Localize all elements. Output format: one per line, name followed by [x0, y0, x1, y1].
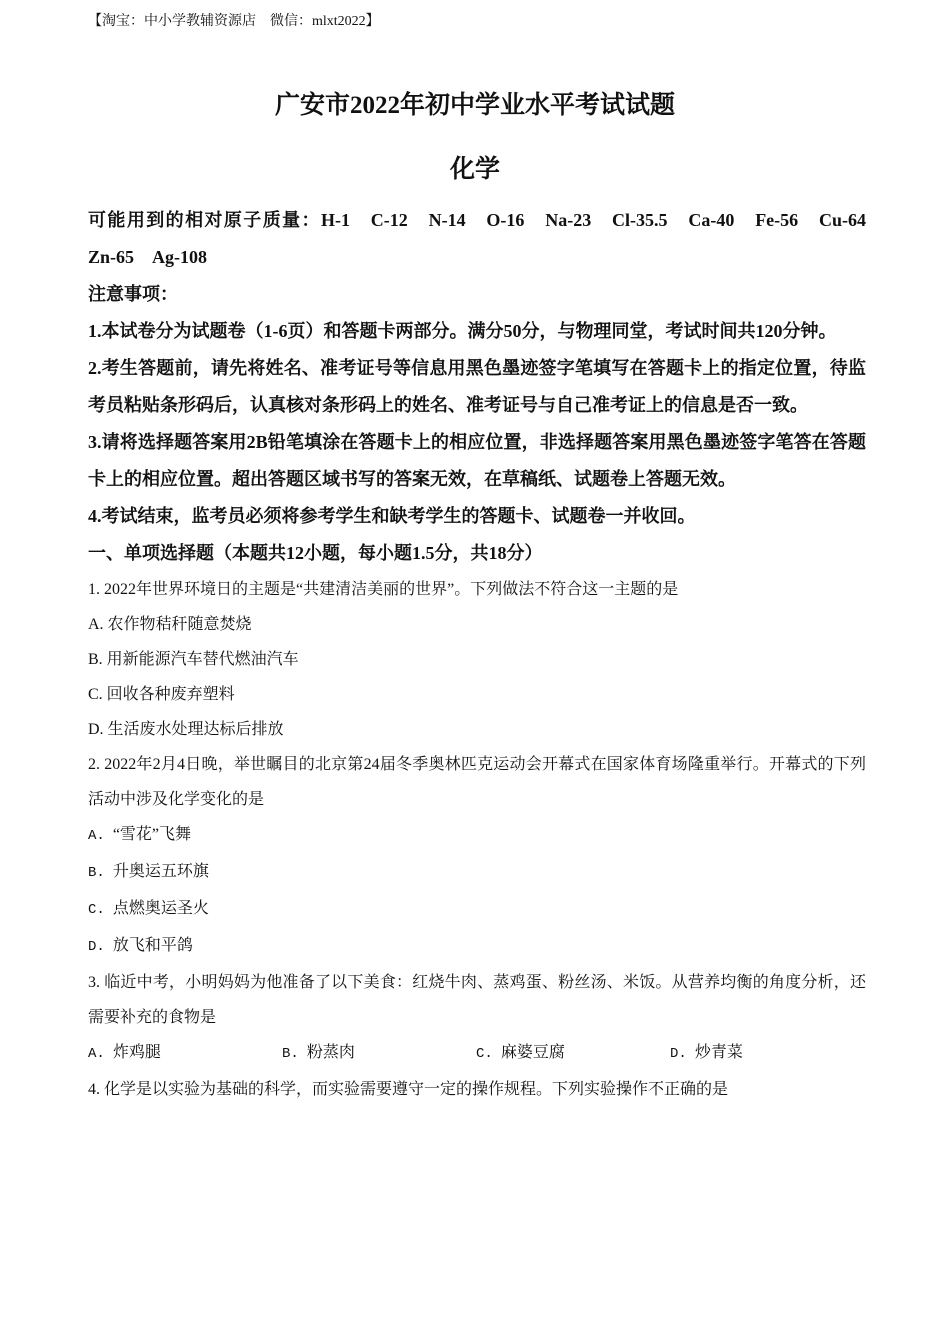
- option-text: 粉蒸肉: [306, 1044, 355, 1061]
- option-letter: B.: [282, 1046, 299, 1062]
- question-1-option-c: C. 回收各种废弃塑料: [88, 686, 235, 703]
- option-text: 炒青菜: [694, 1044, 743, 1061]
- question-3-option-b: [282, 1035, 476, 1072]
- question-1-stem: 1. 2022年世界环境日的主题是“共建清洁美丽的世界”。下列做法不符合这一主题的是: [88, 581, 679, 598]
- header-note: 【淘宝：中小学教辅资源店 微信：mlxt2022】: [88, 14, 380, 29]
- option-text: 放飞和平鸽: [112, 937, 193, 954]
- question-2-option-a: [88, 817, 866, 854]
- question-4-stem: 4. 化学是以实验为基础的科学，而实验需要遵守一定的操作规程。下列实验操作不正确的是: [88, 1081, 729, 1098]
- option-text: 麻婆豆腐: [500, 1044, 565, 1061]
- option-letter: A.: [88, 828, 105, 844]
- question-1-option-b: B. 用新能源汽车替代燃油汽车: [88, 651, 299, 668]
- notes-heading: 注意事项：: [88, 284, 178, 304]
- note-item-1: 1.本试卷分为试题卷（1-6页）和答题卡两部分。满分50分，与物理同堂，考试时间共120分钟。: [88, 321, 837, 341]
- option-text: 升奥运五环旗: [112, 863, 209, 880]
- subject-title: 化学: [449, 156, 500, 183]
- note-item-4: 4.考试结束，监考员必须将参考学生和缺考学生的答题卡、试题卷一并收回。: [88, 506, 696, 526]
- note-item-2: 2.考生答题前，请先将姓名、准考证号等信息用黑色墨迹签字笔填写在答题卡上的指定位置，待监考员粘贴条形码后，认真核对条形码上的姓名、准考证号与自己准考证上的信息是否一致。: [88, 358, 866, 415]
- question-3-option-a: [88, 1035, 282, 1072]
- atomic-mass-line: 可能用到的相对原子质量：H-1 C-12 N-14 O-16 Na-23 Cl-35.5 Ca-40 Fe-56 Cu-64 Zn-65 Ag-108: [88, 210, 884, 267]
- question-1-option-d: D. 生活废水处理达标后排放: [88, 721, 284, 738]
- option-letter: D.: [670, 1046, 687, 1062]
- option-text: 炸鸡腿: [112, 1044, 161, 1061]
- option-letter: D.: [88, 939, 105, 955]
- question-3-option-d: [670, 1035, 864, 1072]
- question-3-stem: 3. 临近中考，小明妈妈为他准备了以下美食：红烧牛肉、蒸鸡蛋、粉丝汤、米饭。从营养均衡的角度分析，还需要补充的食物是: [88, 974, 866, 1026]
- option-text: “雪花”飞舞: [112, 826, 192, 843]
- option-text: 点燃奥运圣火: [112, 900, 209, 917]
- exam-title: 广安市2022年初中学业水平考试试题: [274, 92, 675, 119]
- option-letter: B.: [88, 865, 105, 881]
- option-letter: C.: [88, 902, 105, 918]
- note-item-3: 3.请将选择题答案用2B铅笔填涂在答题卡上的相应位置，非选择题答案用黑色墨迹签字笔答在答题卡上的相应位置。超出答题区域书写的答案无效，在草稿纸、试题卷上答题无效。: [88, 432, 866, 489]
- question-2-stem: 2. 2022年2月4日晚，举世瞩目的北京第24届冬季奥林匹克运动会开幕式在国家体育场隆重举行。开幕式的下列活动中涉及化学变化的是: [88, 756, 866, 808]
- question-2-option-d: [88, 928, 866, 965]
- question-2-option-c: [88, 891, 866, 928]
- question-2-option-b: [88, 854, 866, 891]
- question-1-option-a: A. 农作物秸秆随意焚烧: [88, 616, 252, 633]
- option-letter: A.: [88, 1046, 105, 1062]
- question-3-option-c: [476, 1035, 670, 1072]
- question-3-options: [88, 1035, 866, 1072]
- section-heading: 一、单项选择题（本题共12小题，每小题1.5分，共18分）: [88, 543, 543, 563]
- option-letter: C.: [476, 1046, 493, 1062]
- exam-content: [88, 202, 884, 1107]
